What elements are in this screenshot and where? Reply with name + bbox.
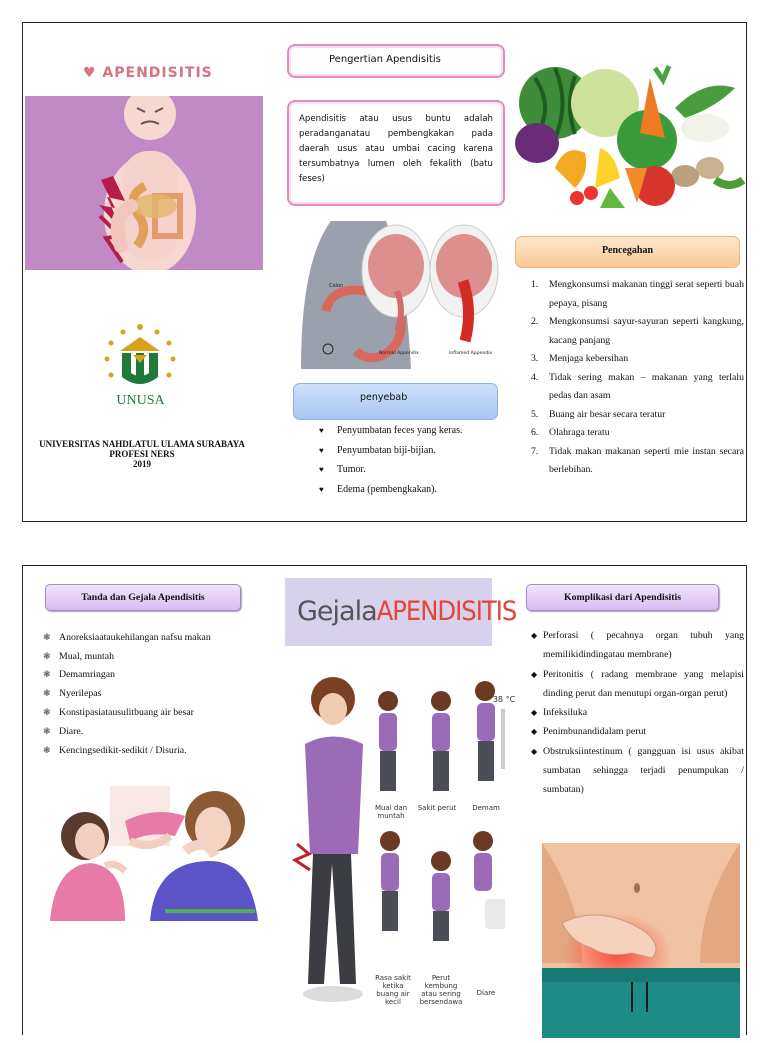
complications-list xyxy=(531,626,744,800)
university-info xyxy=(28,439,256,469)
flower-bullet-icon: ❃ xyxy=(43,688,51,699)
prevention-list xyxy=(531,276,744,480)
diamond-bullet-icon: ◆ xyxy=(531,727,538,737)
caption-nausea: Mual dan muntah xyxy=(374,804,408,820)
list-item: 6. Olahraga teratu xyxy=(531,427,610,438)
list-item: 3. Menjaga kebersihan xyxy=(531,353,629,364)
abdominal-pain-illustration xyxy=(25,96,263,270)
gejala-banner xyxy=(285,578,517,646)
heart-bullet-icon: ♥ xyxy=(319,426,324,436)
heart-bullet-icon: ♥ xyxy=(319,445,324,455)
colon-appendix-illustration xyxy=(291,221,501,369)
list-item: ◆ Penimbunandidalam perut xyxy=(531,722,744,741)
logo-text: UNUSA xyxy=(116,393,165,408)
program-name: PROFESI NERS xyxy=(109,449,175,459)
caption-fever: Demam xyxy=(472,804,500,812)
banner-part-2: APENDISITIS xyxy=(376,596,517,627)
list-item: 2. Mengkonsumsi sayur-sayuran seperti kangkung, kacang panjang xyxy=(531,316,744,346)
list-item: ❃ Konstipasiatausulitbuang air besar xyxy=(43,707,194,719)
diamond-bullet-icon: ◆ xyxy=(531,669,538,679)
list-item: 5. Buang air besar secara teratur xyxy=(531,408,666,420)
list-item: 7. Tidak makan makanan seperti mie instan secara berlebihan. xyxy=(531,445,744,475)
list-item: ❃ Anoreksiaataukehilangan nafsu makan xyxy=(43,631,211,643)
brochure-page-2 xyxy=(22,565,747,1035)
university-name: UNIVERSITAS NAHDLATUL ULAMA SURABAYA xyxy=(39,439,245,449)
vegetables-illustration xyxy=(515,48,745,213)
brochure-title: ♥ APENDISITIS xyxy=(83,65,213,81)
normal-appendix-label: Normal Appendix xyxy=(379,351,419,356)
complications-title: Komplikasi dari Apendisitis xyxy=(526,584,719,611)
flower-bullet-icon: ❃ xyxy=(43,725,51,736)
list-item: ◆ Perforasi ( pecahnya organ tubuh yang memilikidindingatau membrane) xyxy=(531,626,744,665)
symptoms-illustration xyxy=(275,664,516,1036)
prevention-title: Pencegahan xyxy=(515,236,740,268)
flower-bullet-icon: ❃ xyxy=(43,744,51,755)
year: 2019 xyxy=(133,459,151,469)
unusa-logo xyxy=(103,323,178,415)
inflamed-appendix-label: Inflamed Appendix xyxy=(449,351,493,356)
definition-body: Apendisitis atau usus buntu adalah peradanganatau pembengkakan pada daerah usus atau umbai cacing karena tersumbatnya lumen oleh fekalith (batu feses) xyxy=(287,100,505,206)
symptoms-list xyxy=(43,628,258,760)
list-item: ♥ Edema (pembengkakan). xyxy=(319,483,437,495)
thermometer-reading: 38 °C xyxy=(492,695,516,704)
flower-bullet-icon: ❃ xyxy=(43,631,51,642)
list-item: ♥ Tumor. xyxy=(319,464,366,476)
causes-list xyxy=(319,421,509,499)
list-item: ◆ Infeksiluka xyxy=(531,703,744,722)
flower-bullet-icon: ❃ xyxy=(43,707,51,718)
list-item: ❃ Mual, muntah xyxy=(43,650,114,662)
symptoms-title: Tanda dan Gejala Apendisitis xyxy=(45,584,241,611)
caption-bloating: Perut kembung atau sering bersendawa xyxy=(419,974,463,1006)
list-item: ❃ Diare. xyxy=(43,725,84,737)
sick-women-illustration xyxy=(45,781,258,921)
colon-label: Colon xyxy=(329,283,344,289)
list-item: ❃ Nyerilepas xyxy=(43,688,102,700)
list-item: ♥ Penyumbatan feces yang keras. xyxy=(319,425,463,437)
heart-bullet-icon: ♥ xyxy=(319,465,324,475)
list-item: 1. Mengkonsumsi makanan tinggi serat seperti buah pepaya, pisang xyxy=(531,279,744,309)
list-item: 4. Tidak sering makan – makanan yang terlalu pedas dan asam xyxy=(531,371,744,401)
list-item: ◆ Obstruksiintestinum ( gangguan isi usus akibat sumbatan sehingga terjadi penumpukan / sumbatan) xyxy=(531,742,744,800)
brochure-page-1 xyxy=(22,22,747,522)
abdominal-pain-photo xyxy=(542,843,740,1038)
list-item: ♥ Penyumbatan biji-bijian. xyxy=(319,444,436,456)
flower-bullet-icon: ❃ xyxy=(43,650,51,661)
diamond-bullet-icon: ◆ xyxy=(531,746,538,756)
definition-title: Pengertian Apendisitis xyxy=(287,44,505,78)
diamond-bullet-icon: ◆ xyxy=(531,631,538,640)
caption-painful-urination: Rasa sakit ketika buang air kecil xyxy=(375,974,411,1006)
list-item: ◆ Peritonitis ( radang membrane yang melapisi dinding perut dan menutupi organ-organ perut) xyxy=(531,665,744,704)
caption-diarrhea: Diare xyxy=(476,989,496,997)
heart-bullet-icon: ♥ xyxy=(319,484,324,494)
flower-bullet-icon: ❃ xyxy=(43,669,51,680)
list-item: ❃ Kencingsedikit-sedikit / Disuria. xyxy=(43,744,187,756)
banner-part-1: Gejala xyxy=(297,596,377,627)
list-item: ❃ Demamringan xyxy=(43,669,116,681)
causes-title: penyebab xyxy=(293,383,498,420)
diamond-bullet-icon: ◆ xyxy=(531,708,538,718)
caption-stomach-ache: Sakit perut xyxy=(417,804,457,812)
